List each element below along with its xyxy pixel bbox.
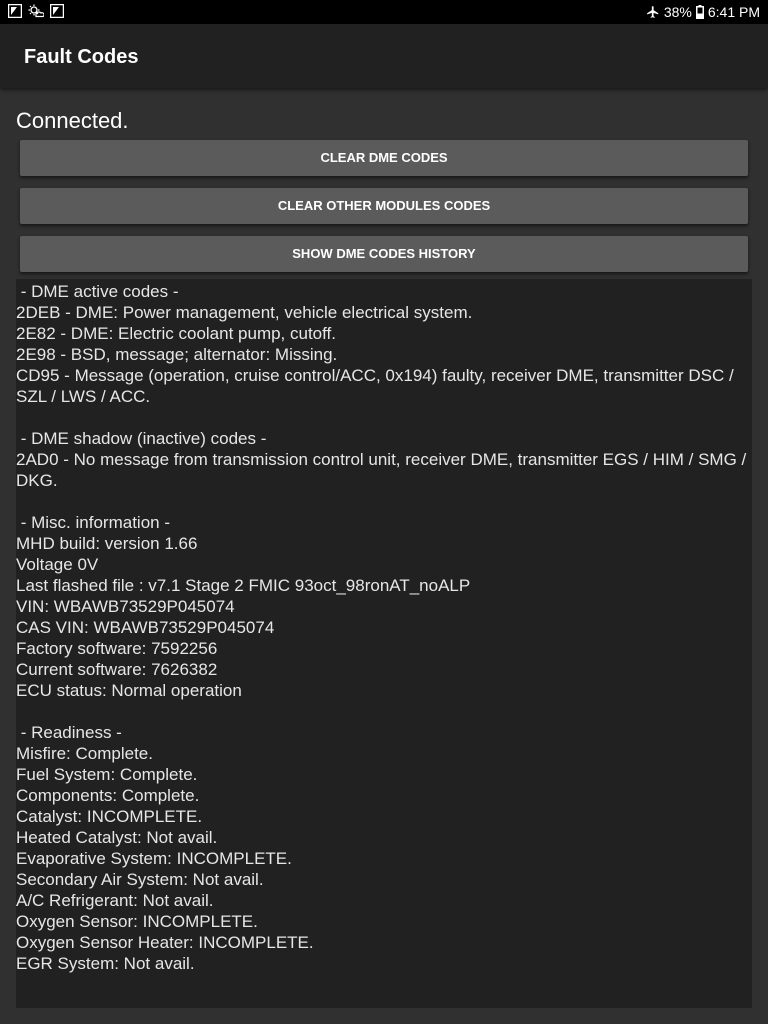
code-line: VIN: WBAWB73529P045074 — [16, 597, 235, 616]
code-line: 2DEB - DME: Power management, vehicle electrical system. — [16, 303, 473, 322]
blank-line — [16, 491, 750, 512]
code-line: Heated Catalyst: Not avail. — [16, 828, 218, 847]
code-line: MHD build: version 1.66 — [16, 534, 198, 553]
battery-icon — [696, 5, 704, 19]
clear-other-modules-codes-button[interactable]: CLEAR OTHER MODULES CODES — [20, 188, 748, 224]
code-line: CAS VIN: WBAWB73529P045074 — [16, 618, 275, 637]
code-line: Current software: 7626382 — [16, 660, 218, 679]
code-line: Misfire: Complete. — [16, 744, 153, 763]
status-bar — [0, 0, 768, 24]
code-line: 2E98 - BSD, message; alternator: Missing. — [16, 345, 338, 364]
picture-notification-icon — [50, 4, 64, 18]
code-line: Oxygen Sensor Heater: INCOMPLETE. — [16, 933, 314, 952]
clear-dme-codes-button[interactable]: CLEAR DME CODES — [20, 140, 748, 176]
code-line: Components: Complete. — [16, 786, 200, 805]
airplane-mode-icon — [646, 5, 660, 19]
connection-status: Connected. — [16, 108, 129, 133]
code-line: Factory software: 7592256 — [16, 639, 218, 658]
blank-line — [16, 701, 750, 722]
code-line: - Misc. information - — [16, 513, 170, 532]
code-line: - DME shadow (inactive) codes - — [16, 429, 267, 448]
code-line: 2E82 - DME: Electric coolant pump, cutoff. — [16, 324, 336, 343]
code-line: - Readiness - — [16, 723, 122, 742]
code-line: Voltage 0V — [16, 555, 99, 574]
code-line: Secondary Air System: Not avail. — [16, 870, 264, 889]
code-line: Last flashed file : v7.1 Stage 2 FMIC 93oct_98ronAT_noALP — [16, 576, 471, 595]
code-line: Catalyst: INCOMPLETE. — [16, 807, 203, 826]
battery-percent: 38% — [663, 4, 692, 20]
code-line: A/C Refrigerant: Not avail. — [16, 891, 214, 910]
fault-codes-text — [16, 281, 750, 974]
code-line: ECU status: Normal operation — [16, 681, 242, 700]
system-status — [646, 0, 760, 24]
code-line: Evaporative System: INCOMPLETE. — [16, 849, 292, 868]
code-line: Oxygen Sensor: INCOMPLETE. — [16, 912, 258, 931]
blank-line — [16, 407, 750, 428]
code-line: EGR System: Not avail. — [16, 954, 195, 973]
app-bar — [0, 24, 768, 88]
code-line: CD95 - Message (operation, cruise control/ACC, 0x194) faulty, receiver DME, transmitter DSC / SZL / LWS / ACC. — [16, 366, 739, 406]
clock: 6:41 PM — [707, 4, 760, 20]
fault-codes-panel[interactable] — [16, 279, 752, 1008]
weather-notification-icon — [28, 4, 44, 18]
code-line: 2AD0 - No message from transmission control unit, receiver DME, transmitter EGS / HIM / SMG / DKG. — [16, 450, 751, 490]
code-line: - DME active codes - — [16, 282, 179, 301]
notification-icons — [8, 4, 64, 18]
page-title: Fault Codes — [24, 46, 139, 68]
code-line: Fuel System: Complete. — [16, 765, 198, 784]
picture-notification-icon — [8, 4, 22, 18]
show-dme-codes-history-button[interactable]: SHOW DME CODES HISTORY — [20, 236, 748, 272]
